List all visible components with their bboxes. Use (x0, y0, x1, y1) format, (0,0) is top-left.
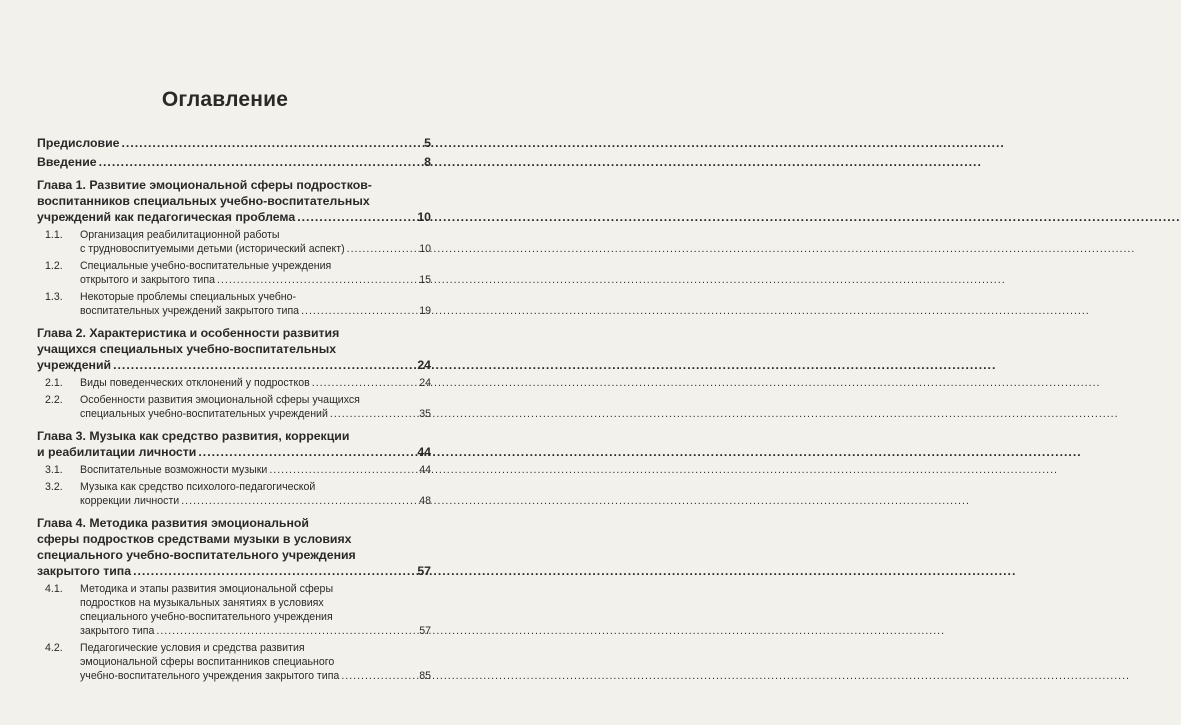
entry-leader-line (37, 154, 431, 170)
entry-title-line: Некоторые проблемы специальных учебно- (80, 291, 297, 303)
page-number: 15 (419, 274, 431, 286)
toc-section-entry[interactable] (37, 259, 431, 287)
page-number: 8 (424, 155, 431, 169)
section-number: 1.1. (45, 229, 63, 241)
dot-leader (269, 463, 417, 477)
entry-title-line: воспитательных учреждений закрытого типа (80, 305, 300, 317)
entry-leader-line (37, 357, 431, 373)
toc-section-entry[interactable] (37, 582, 431, 638)
dot-leader (113, 357, 415, 373)
page-number: 44 (419, 464, 431, 476)
toc-section-entry[interactable] (37, 393, 431, 421)
entry-title-line: эмоциональной сферы воспитанников специаьного (80, 656, 335, 668)
entry-leader-line (63, 376, 431, 390)
entry-title-line: Организация реабилитационной работы (80, 229, 280, 241)
page-number: 44 (417, 445, 431, 459)
page-number: 57 (417, 564, 431, 578)
entry-leader-line (63, 304, 431, 318)
section-number: 3.1. (45, 464, 63, 476)
entry-title-line: учреждений (37, 358, 112, 372)
entry-title-line: учащихся специальных учебно-воспитательных (37, 342, 337, 356)
toc-chapter-entry[interactable] (37, 325, 431, 373)
page-number: 48 (419, 495, 431, 507)
dot-leader (347, 242, 418, 256)
dot-leader (198, 444, 415, 460)
page-number: 5 (424, 136, 431, 150)
entry-title-line: сферы подростков средствами музыки в условиях (37, 532, 352, 546)
entry-title-line: открытого и закрытого типа (80, 274, 215, 286)
entry-leader-line (37, 209, 431, 225)
entry-title-line: Виды поведенческих отклонений у подростков (80, 377, 310, 389)
page-number: 24 (419, 377, 431, 389)
dot-leader (330, 407, 417, 421)
page-title: Оглавление (161, 88, 289, 111)
dot-leader (156, 624, 417, 638)
section-number: 4.2. (45, 642, 63, 654)
dot-leader (122, 135, 423, 151)
dot-leader (301, 304, 417, 318)
entry-title-line: Введение (37, 155, 97, 169)
entry-title-line: учреждений как педагогическая проблема (37, 210, 296, 224)
entry-title-line: и реабилитации личности (37, 445, 197, 459)
dot-leader (99, 154, 423, 170)
toc-section-entry[interactable] (37, 480, 431, 508)
dot-leader (181, 494, 417, 508)
section-number: 1.2. (45, 260, 63, 272)
entry-title-line: специального учебно-воспитательного учреждения (37, 548, 356, 562)
entry-leader-line (63, 624, 431, 638)
entry-leader-line (63, 273, 431, 287)
section-number: 1.3. (45, 291, 63, 303)
entry-title-line: Педагогические условия и средства развития (80, 642, 305, 654)
page-number: 35 (419, 408, 431, 420)
toc-chapter-entry[interactable] (37, 177, 431, 225)
dot-leader (217, 273, 417, 287)
entry-title-line: с трудновоспитуемыми детьми (исторический аспект) (80, 243, 345, 255)
entry-title-line: Предисловие (37, 136, 120, 150)
toc-section-entry[interactable] (37, 463, 431, 477)
entry-title-line: воспитанников специальных учебно-воспитательных (37, 194, 370, 208)
entry-leader-line (63, 463, 431, 477)
page-number: 10 (419, 243, 431, 255)
entry-title-line: Музыка как средство психолого-педагогической (80, 481, 316, 493)
entry-title-line: закрытого типа (37, 564, 132, 578)
toc-chapter-entry[interactable] (37, 154, 431, 170)
toc-chapter-entry[interactable] (37, 515, 431, 579)
dot-leader (312, 376, 417, 390)
entry-leader-line (63, 669, 431, 683)
toc-chapter-entry[interactable] (37, 428, 431, 460)
page-number: 24 (417, 358, 431, 372)
entry-leader-line (37, 135, 431, 151)
entry-title-line: Глава 4. Методика развития эмоциональной (37, 516, 309, 530)
entry-leader-line (63, 407, 431, 421)
entry-title-line: учебно-воспитательного учреждения закрытого типа (80, 670, 340, 682)
page-number: 19 (419, 305, 431, 317)
dot-leader (297, 209, 415, 225)
entry-title-line: Глава 3. Музыка как средство развития, коррекции (37, 429, 350, 443)
table-of-contents (37, 135, 431, 686)
toc-chapter-entry[interactable] (37, 135, 431, 151)
entry-leader-line (63, 494, 431, 508)
entry-title-line: закрытого типа (80, 625, 155, 637)
entry-title-line: Особенности развития эмоциональной сферы учащихся (80, 394, 360, 406)
entry-title-line: подростков на музыкальных занятиях в условиях (80, 597, 324, 609)
page-number: 85 (419, 670, 431, 682)
entry-title-line: Методика и этапы развития эмоциональной сферы (80, 583, 334, 595)
entry-leader-line (63, 242, 431, 256)
dot-leader (341, 669, 417, 683)
entry-title-line: специального учебно-воспитательного учреждения (80, 611, 333, 623)
book-page (0, 0, 450, 725)
entry-title-line: Глава 2. Характеристика и особенности развития (37, 326, 340, 340)
toc-section-entry[interactable] (37, 228, 431, 256)
entry-title-line: специальных учебно-воспитательных учреждений (80, 408, 328, 420)
page-number: 10 (417, 210, 431, 224)
entry-leader-line (37, 563, 431, 579)
section-number: 4.1. (45, 583, 63, 595)
entry-leader-line (37, 444, 431, 460)
page-number: 57 (419, 625, 431, 637)
section-number: 2.1. (45, 377, 63, 389)
entry-title-line: Специальные учебно-воспитательные учреждения (80, 260, 332, 272)
toc-section-entry[interactable] (37, 290, 431, 318)
entry-title-line: Воспитательные возможности музыки (80, 464, 268, 476)
entry-title-line: Глава 1. Развитие эмоциональной сферы подростков- (37, 178, 372, 192)
section-number: 2.2. (45, 394, 63, 406)
dot-leader (133, 563, 415, 579)
toc-section-entry[interactable] (37, 641, 431, 683)
entry-title-line: коррекции личности (80, 495, 180, 507)
toc-section-entry[interactable] (37, 376, 431, 390)
section-number: 3.2. (45, 481, 63, 493)
